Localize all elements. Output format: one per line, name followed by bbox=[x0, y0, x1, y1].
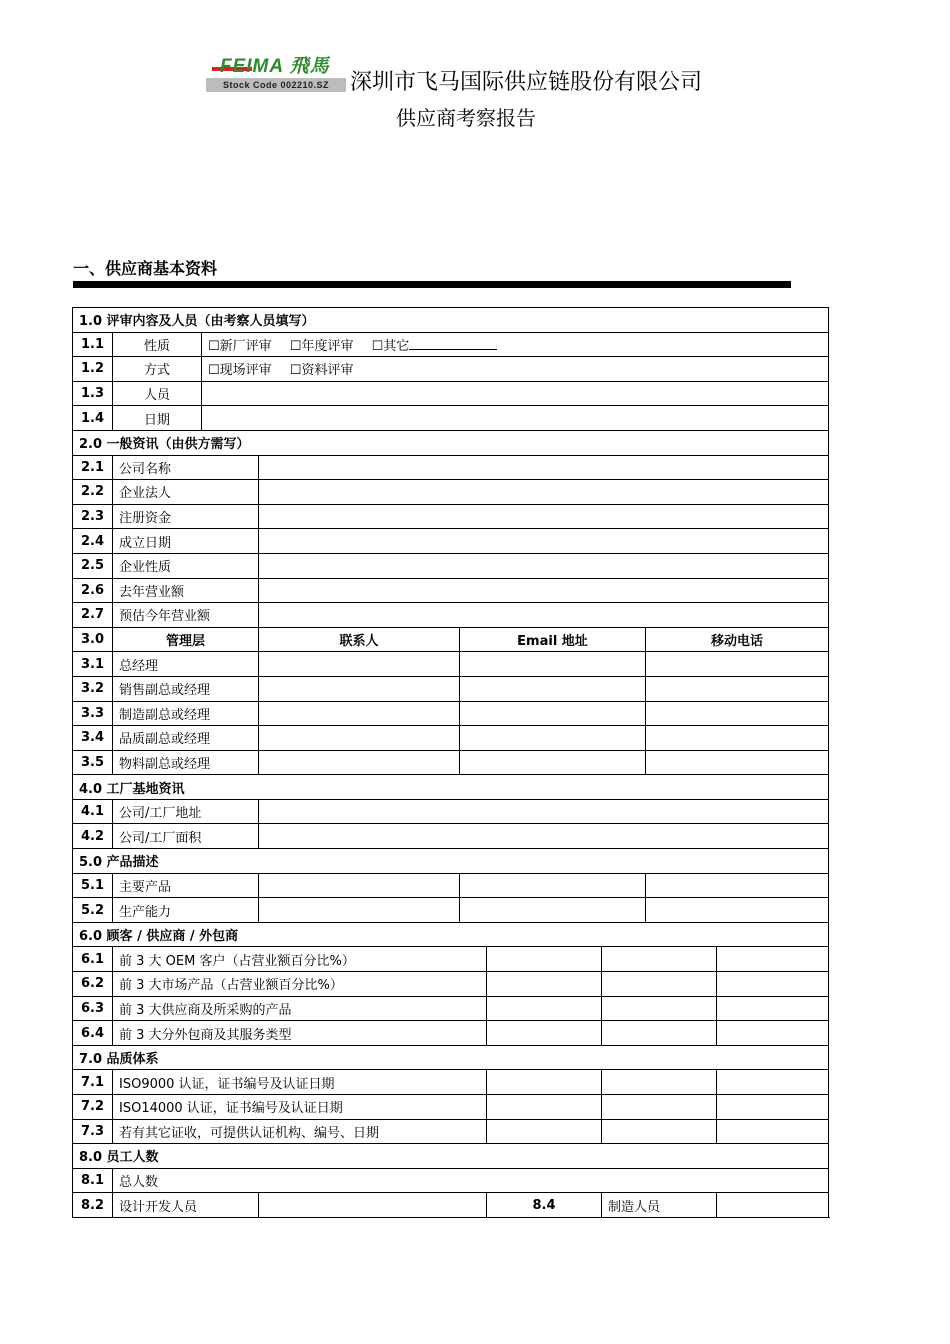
section-4-title: 4.0 工厂基地资讯 bbox=[73, 775, 829, 800]
email-cell[interactable] bbox=[460, 652, 646, 677]
mobile-cell[interactable] bbox=[646, 701, 829, 726]
section-header-4 bbox=[73, 775, 829, 800]
row-number: 4.1 bbox=[73, 799, 113, 824]
row-label: 注册资金 bbox=[113, 504, 259, 529]
value-cell[interactable] bbox=[259, 603, 829, 628]
value-cell[interactable] bbox=[259, 799, 829, 824]
section-6-title: 6.0 顾客 / 供应商 / 外包商 bbox=[73, 922, 829, 947]
row-number: 3.4 bbox=[73, 726, 113, 751]
row-number: 1.4 bbox=[73, 406, 113, 431]
row-number: 3.0 bbox=[73, 627, 113, 652]
table-row bbox=[73, 701, 829, 726]
value-cell[interactable] bbox=[259, 898, 460, 923]
section-7-title: 7.0 品质体系 bbox=[73, 1045, 829, 1070]
checkbox-other[interactable]: ☐其它 bbox=[371, 338, 410, 354]
value-cell[interactable] bbox=[602, 1070, 717, 1095]
table-row bbox=[73, 996, 829, 1021]
value-cell[interactable] bbox=[259, 529, 829, 554]
section-divider bbox=[73, 281, 791, 288]
row-number: 5.1 bbox=[73, 873, 113, 898]
row-label: 公司名称 bbox=[113, 455, 259, 480]
checkbox-document[interactable]: ☐资料评审 bbox=[289, 363, 354, 379]
checkbox-annual[interactable]: ☐年度评审 bbox=[289, 338, 354, 354]
value-cell[interactable] bbox=[202, 406, 829, 431]
table-row bbox=[73, 578, 829, 603]
section-header-5 bbox=[73, 849, 829, 874]
value-cell[interactable] bbox=[717, 1119, 829, 1144]
row-number: 6.2 bbox=[73, 972, 113, 997]
section-header-2 bbox=[73, 430, 829, 455]
value-cell[interactable] bbox=[487, 1021, 602, 1046]
value-cell[interactable] bbox=[717, 1021, 829, 1046]
table-row bbox=[73, 652, 829, 677]
row-number: 6.4 bbox=[73, 1021, 113, 1046]
section-title: 一、供应商基本资料 bbox=[73, 259, 218, 278]
value-cell[interactable] bbox=[460, 873, 646, 898]
value-cell[interactable] bbox=[646, 898, 829, 923]
column-header-email: Email 地址 bbox=[460, 627, 646, 652]
table-row bbox=[73, 750, 829, 775]
value-cell[interactable] bbox=[487, 947, 602, 972]
row-label: 日期 bbox=[113, 406, 202, 431]
row-label: 成立日期 bbox=[113, 529, 259, 554]
value-cell[interactable] bbox=[717, 947, 829, 972]
section-header-3 bbox=[73, 627, 829, 652]
row-label: 物料副总或经理 bbox=[113, 750, 259, 775]
row-label: 制造副总或经理 bbox=[113, 701, 259, 726]
row-number: 2.1 bbox=[73, 455, 113, 480]
value-cell[interactable] bbox=[717, 996, 829, 1021]
company-name: 深圳市飞马国际供应链股份有限公司 bbox=[350, 70, 703, 95]
value-cell[interactable] bbox=[460, 898, 646, 923]
table-row bbox=[73, 1021, 829, 1046]
mobile-cell[interactable] bbox=[646, 726, 829, 751]
row-number: 3.5 bbox=[73, 750, 113, 775]
row-label: 主要产品 bbox=[113, 873, 259, 898]
table-row bbox=[73, 455, 829, 480]
table-row bbox=[73, 1070, 829, 1095]
row-label: 企业法人 bbox=[113, 480, 259, 505]
row-label: 性质 bbox=[113, 332, 202, 357]
row-label: 品质副总或经理 bbox=[113, 726, 259, 751]
section-5-title: 5.0 产品描述 bbox=[73, 849, 829, 874]
logo-wordmark: FEIMA 飛馬 bbox=[220, 56, 330, 77]
value-cell[interactable] bbox=[259, 578, 829, 603]
value-cell[interactable] bbox=[259, 480, 829, 505]
value-cell[interactable] bbox=[202, 381, 829, 406]
row-label: 去年营业额 bbox=[113, 578, 259, 603]
mobile-cell[interactable] bbox=[646, 652, 829, 677]
row-number: 7.3 bbox=[73, 1119, 113, 1144]
row-label: 方式 bbox=[113, 357, 202, 382]
stock-code: Stock Code 002210.SZ bbox=[206, 78, 346, 92]
value-cell[interactable] bbox=[259, 1193, 487, 1218]
section-header-6 bbox=[73, 922, 829, 947]
row-number: 3.1 bbox=[73, 652, 113, 677]
row-label: 预估今年营业额 bbox=[113, 603, 259, 628]
row-label: 前 3 大供应商及所采购的产品 bbox=[113, 996, 487, 1021]
value-cell[interactable] bbox=[487, 1070, 602, 1095]
value-cell[interactable] bbox=[717, 1193, 829, 1218]
contact-cell[interactable] bbox=[259, 701, 460, 726]
section-header-8 bbox=[73, 1144, 829, 1169]
row-number: 8.2 bbox=[73, 1193, 113, 1218]
contact-cell[interactable] bbox=[259, 750, 460, 775]
row-number: 2.2 bbox=[73, 480, 113, 505]
row-label: 公司/工厂面积 bbox=[113, 824, 259, 849]
row-label: 总经理 bbox=[113, 652, 259, 677]
row-number: 5.2 bbox=[73, 898, 113, 923]
company-logo bbox=[206, 56, 346, 94]
value-cell[interactable] bbox=[487, 972, 602, 997]
row-number: 6.3 bbox=[73, 996, 113, 1021]
other-blank-line[interactable] bbox=[409, 337, 497, 350]
table-row bbox=[73, 357, 829, 382]
column-header-contact: 联系人 bbox=[259, 627, 460, 652]
table-row bbox=[73, 529, 829, 554]
row-number: 3.3 bbox=[73, 701, 113, 726]
section-header-1 bbox=[73, 308, 829, 333]
value-cell[interactable] bbox=[259, 455, 829, 480]
row-number: 3.2 bbox=[73, 676, 113, 701]
table-row bbox=[73, 1095, 829, 1120]
contact-cell[interactable] bbox=[259, 726, 460, 751]
value-cell[interactable] bbox=[259, 504, 829, 529]
row-number: 1.1 bbox=[73, 332, 113, 357]
row-label: 人员 bbox=[113, 381, 202, 406]
email-cell[interactable] bbox=[460, 701, 646, 726]
value-cell[interactable] bbox=[487, 1095, 602, 1120]
row-label: 前 3 大市场产品（占营业额百分比%） bbox=[113, 972, 487, 997]
email-cell[interactable] bbox=[460, 676, 646, 701]
row-label: ISO9000 认证，证书编号及认证日期 bbox=[113, 1070, 487, 1095]
value-cell[interactable] bbox=[717, 972, 829, 997]
row-label: 生产能力 bbox=[113, 898, 259, 923]
value-cell[interactable] bbox=[259, 553, 829, 578]
contact-cell[interactable] bbox=[259, 676, 460, 701]
review-type-options bbox=[202, 332, 829, 357]
section-8-title: 8.0 员工人数 bbox=[73, 1144, 829, 1169]
table-row bbox=[73, 824, 829, 849]
section-2-title: 2.0 一般资讯（由供方需写） bbox=[73, 430, 829, 455]
section-1-title: 1.0 评审内容及人员（由考察人员填写） bbox=[73, 308, 829, 333]
row-label: 总人数 bbox=[113, 1168, 829, 1193]
row-number: 8.4 bbox=[487, 1193, 602, 1218]
row-label: 公司/工厂地址 bbox=[113, 799, 259, 824]
table-row bbox=[73, 676, 829, 701]
table-row bbox=[73, 947, 829, 972]
email-cell[interactable] bbox=[460, 750, 646, 775]
table-row bbox=[73, 332, 829, 357]
row-number: 2.6 bbox=[73, 578, 113, 603]
value-cell[interactable] bbox=[602, 1119, 717, 1144]
value-cell[interactable] bbox=[646, 873, 829, 898]
checkbox-onsite[interactable]: ☐现场评审 bbox=[208, 363, 272, 379]
value-cell[interactable] bbox=[717, 1095, 829, 1120]
row-number: 1.2 bbox=[73, 357, 113, 382]
table-row bbox=[73, 873, 829, 898]
value-cell[interactable] bbox=[602, 1021, 717, 1046]
table-row bbox=[73, 406, 829, 431]
row-number: 2.5 bbox=[73, 553, 113, 578]
supplier-info-form bbox=[72, 307, 829, 1218]
mobile-cell[interactable] bbox=[646, 750, 829, 775]
table-row bbox=[73, 726, 829, 751]
value-cell[interactable] bbox=[717, 1070, 829, 1095]
table-row bbox=[73, 480, 829, 505]
row-number: 2.3 bbox=[73, 504, 113, 529]
table-row bbox=[73, 381, 829, 406]
table-row bbox=[73, 504, 829, 529]
value-cell[interactable] bbox=[602, 972, 717, 997]
row-number: 4.2 bbox=[73, 824, 113, 849]
row-number: 7.2 bbox=[73, 1095, 113, 1120]
row-number: 7.1 bbox=[73, 1070, 113, 1095]
table-row bbox=[73, 1119, 829, 1144]
value-cell[interactable] bbox=[487, 1119, 602, 1144]
table-row bbox=[73, 972, 829, 997]
table-row bbox=[73, 1193, 829, 1218]
mobile-cell[interactable] bbox=[646, 676, 829, 701]
review-method-options bbox=[202, 357, 829, 382]
row-label: 销售副总或经理 bbox=[113, 676, 259, 701]
table-row bbox=[73, 1168, 829, 1193]
value-cell[interactable] bbox=[259, 873, 460, 898]
row-number: 1.3 bbox=[73, 381, 113, 406]
table-row bbox=[73, 799, 829, 824]
row-label: 设计开发人员 bbox=[113, 1193, 259, 1218]
row-number: 2.4 bbox=[73, 529, 113, 554]
row-label: 企业性质 bbox=[113, 553, 259, 578]
row-number: 2.7 bbox=[73, 603, 113, 628]
contact-cell[interactable] bbox=[259, 652, 460, 677]
checkbox-new-factory[interactable]: ☐新厂评审 bbox=[208, 338, 272, 354]
column-header-mobile: 移动电话 bbox=[646, 627, 829, 652]
report-title: 供应商考察报告 bbox=[396, 106, 536, 130]
value-cell[interactable] bbox=[602, 996, 717, 1021]
row-number: 6.1 bbox=[73, 947, 113, 972]
value-cell[interactable] bbox=[487, 996, 602, 1021]
row-label: 若有其它证收，可提供认证机构、编号、日期 bbox=[113, 1119, 487, 1144]
email-cell[interactable] bbox=[460, 726, 646, 751]
row-label: 制造人员 bbox=[602, 1193, 717, 1218]
table-row bbox=[73, 898, 829, 923]
row-label: 前 3 大分外包商及其服务类型 bbox=[113, 1021, 487, 1046]
column-header-management: 管理层 bbox=[113, 627, 259, 652]
table-row bbox=[73, 603, 829, 628]
row-label: 前 3 大 OEM 客户（占营业额百分比%） bbox=[113, 947, 487, 972]
value-cell[interactable] bbox=[602, 947, 717, 972]
table-row bbox=[73, 553, 829, 578]
row-label: ISO14000 认证，证书编号及认证日期 bbox=[113, 1095, 487, 1120]
row-number: 8.1 bbox=[73, 1168, 113, 1193]
section-header-7 bbox=[73, 1045, 829, 1070]
value-cell[interactable] bbox=[602, 1095, 717, 1120]
value-cell[interactable] bbox=[259, 824, 829, 849]
